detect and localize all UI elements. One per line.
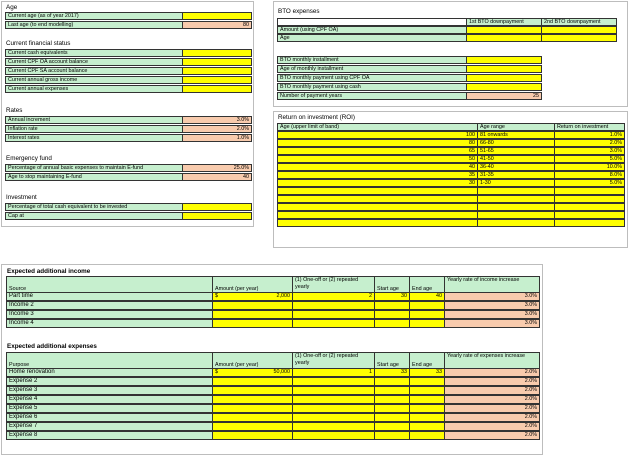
roi-panel [273,111,628,248]
roi-return[interactable]: 3.0% [554,147,625,155]
rate-input[interactable]: 2.0% [444,395,540,404]
roi-age-limit[interactable]: 30 [277,179,478,187]
row-name: Expense 2 [6,377,213,386]
rate-input[interactable]: 3.0% [444,292,540,301]
field-label: Current cash equivalents [5,49,183,57]
roi-return[interactable]: 5.0% [554,155,625,163]
row-name: Expense 4 [6,395,213,404]
roi-title: Return on investment (ROI) [278,114,355,121]
rate-header: Yearly rate of expenses increase [444,352,540,369]
row-name: Income 3 [6,310,213,319]
rate-input[interactable]: 2.0% [444,386,540,395]
age-label: Last age (to end modelling) [5,21,183,29]
rates-title: Rates [6,107,23,114]
start-age-input[interactable] [374,422,410,431]
roi-return[interactable] [554,211,625,219]
frequency-input[interactable] [292,431,375,440]
rate-input[interactable]: 2.0% [444,368,540,377]
frequency-input[interactable] [292,422,375,431]
roi-return[interactable]: 5.0% [554,179,625,187]
start-age-input[interactable]: 33 [374,368,410,377]
frequency-input[interactable] [292,310,375,319]
frequency-input[interactable]: 1 [292,368,375,377]
emergency-fund-title: Emergency fund [6,155,52,162]
row-name: Expense 8 [6,431,213,440]
roi-age-range[interactable] [477,195,555,203]
start-age-input[interactable] [374,431,410,440]
rate-input[interactable]: 2.0% [444,404,540,413]
bto-dp-label: Amount (using CPF OA) [277,26,467,34]
amount-currency[interactable] [212,310,230,319]
amount-input[interactable] [229,413,293,422]
bto-installment-label: Age of monthly installment [277,65,467,73]
end-age-input[interactable] [409,310,445,319]
bto-installment-label: BTO monthly installment [277,56,467,64]
frequency-input[interactable] [292,404,375,413]
roi-return[interactable]: 1.0% [554,131,625,139]
frequency-input[interactable] [292,377,375,386]
row-name: Expense 3 [6,386,213,395]
start-age-input[interactable] [374,319,410,328]
field-input[interactable] [182,76,252,84]
bto-installment-input[interactable] [466,56,542,64]
field-label: Current annual expenses [5,85,183,93]
bto-installment-label: BTO monthly payment using cash [277,83,467,91]
investment-title: Investment [6,194,37,201]
end-age-input[interactable] [409,301,445,310]
bto-installment-label: Number of payment years [277,92,467,100]
roi-age-limit[interactable]: 100 [277,131,478,139]
frequency-input[interactable] [292,395,375,404]
end-age-input[interactable] [409,404,445,413]
rate-header: Yearly rate of income increase [444,276,540,293]
rate-input[interactable]: 2.0% [444,422,540,431]
amount-currency[interactable] [212,377,230,386]
roi-age-limit[interactable]: 50 [277,155,478,163]
start-age-header: Start age [374,352,410,369]
roi-age-range[interactable] [477,219,555,227]
age-input[interactable]: 80 [182,21,252,29]
field-label: Current CPF OA account balance [5,58,183,66]
roi-age-range[interactable] [477,203,555,211]
field-input[interactable]: 25.0% [182,164,252,172]
roi-return[interactable]: 10.0% [554,163,625,171]
start-age-input[interactable]: 30 [374,292,410,301]
roi-header: Age range [477,123,555,131]
roi-age-range[interactable]: 81 onwards [477,131,555,139]
amount-input[interactable] [229,395,293,404]
field-label: Interest rates [5,134,183,142]
bto-dp-input[interactable] [466,26,542,34]
field-input[interactable] [182,49,252,57]
amount-header: Amount (per year) [212,276,293,293]
end-age-input[interactable] [409,395,445,404]
roi-age-range[interactable]: 66-80 [477,139,555,147]
bto-dp-input[interactable] [541,26,617,34]
rate-input[interactable]: 2.0% [444,413,540,422]
personal-inputs-panel [1,1,254,227]
roi-age-limit[interactable] [277,187,478,195]
roi-age-limit[interactable] [277,203,478,211]
start-age-input[interactable] [374,377,410,386]
bto-installment-input[interactable]: 25 [466,92,542,100]
bto-col-1st: 1st BTO downpayment [466,18,542,26]
end-age-input[interactable] [409,431,445,440]
row-name: Expense 7 [6,422,213,431]
roi-age-range[interactable]: 31-35 [477,171,555,179]
rate-input[interactable]: 2.0% [444,431,540,440]
field-label: Percentage of total cash equivalent to be invested [5,203,183,211]
field-input[interactable] [182,67,252,75]
field-input[interactable]: 3.0% [182,116,252,124]
amount-input[interactable] [229,377,293,386]
end-age-input[interactable] [409,377,445,386]
field-input[interactable]: 2.0% [182,125,252,133]
end-age-input[interactable] [409,422,445,431]
bto-dp-input[interactable] [466,34,542,42]
amount-input[interactable]: 2,000 [229,292,293,301]
amount-input[interactable] [229,386,293,395]
source-header: Source [6,276,213,293]
rate-input[interactable]: 3.0% [444,301,540,310]
bto-dp-label: Age [277,34,467,42]
start-age-input[interactable] [374,310,410,319]
end-age-header: End age [409,276,445,293]
amount-currency[interactable] [212,422,230,431]
roi-return[interactable]: 8.0% [554,171,625,179]
bto-dp-input[interactable] [541,34,617,42]
bto-installment-label: BTO monthly payment using CPF OA [277,74,467,82]
roi-age-range[interactable]: 1-30 [477,179,555,187]
roi-header: Age (upper limit of band) [277,123,478,131]
roi-age-range[interactable]: 41-50 [477,155,555,163]
field-label: Cap at [5,212,183,220]
amount-input[interactable] [229,404,293,413]
end-age-input[interactable] [409,319,445,328]
roi-age-limit[interactable]: 35 [277,171,478,179]
bto-title: BTO expenses [278,8,320,15]
end-age-input[interactable]: 40 [409,292,445,301]
income-expenses-panel [1,264,543,455]
field-input[interactable]: 1.0% [182,134,252,142]
start-age-input[interactable] [374,404,410,413]
start-age-input[interactable] [374,301,410,310]
row-name: Income 2 [6,301,213,310]
roi-return[interactable]: 2.0% [554,139,625,147]
amount-input[interactable] [229,422,293,431]
field-input[interactable] [182,58,252,66]
amount-currency[interactable] [212,301,230,310]
amount-input[interactable] [229,310,293,319]
roi-age-limit[interactable]: 40 [277,163,478,171]
amount-currency[interactable] [212,431,230,440]
field-input[interactable] [182,203,252,211]
frequency-input[interactable] [292,319,375,328]
field-label: Inflation rate [5,125,183,133]
start-age-input[interactable] [374,395,410,404]
income-title: Expected additional income [7,268,91,275]
financial-status-title: Current financial status [6,40,71,47]
roi-header: Return on investment [554,123,625,131]
bto-installment-input[interactable] [466,65,542,73]
age-input[interactable] [182,12,252,20]
roi-age-limit[interactable]: 65 [277,147,478,155]
roi-return[interactable] [554,195,625,203]
bto-installment-input[interactable] [466,83,542,91]
frequency-input[interactable]: 2 [292,292,375,301]
end-age-input[interactable]: 33 [409,368,445,377]
frequency-header: (1) One-off or (2) repeated yearly [292,352,375,369]
field-label: Current annual gross income [5,76,183,84]
amount-currency[interactable]: $ [212,292,230,301]
end-age-input[interactable] [409,386,445,395]
amount-header: Amount (per year) [212,352,293,369]
start-age-header: Start age [374,276,410,293]
bto-col-2nd: 2nd BTO downpayment [541,18,617,26]
field-input[interactable] [182,85,252,93]
frequency-input[interactable] [292,386,375,395]
field-label: Current CPF SA account balance [5,67,183,75]
row-name: Expense 6 [6,413,213,422]
expenses-title: Expected additional expenses [7,343,97,350]
end-age-input[interactable] [409,413,445,422]
amount-currency[interactable] [212,395,230,404]
field-label: Age to stop maintaining E-fund [5,173,183,181]
frequency-input[interactable] [292,301,375,310]
start-age-input[interactable] [374,386,410,395]
field-input[interactable] [182,212,252,220]
rate-input[interactable]: 3.0% [444,310,540,319]
bto-panel [273,1,628,107]
amount-currency[interactable] [212,404,230,413]
rate-input[interactable]: 2.0% [444,377,540,386]
frequency-input[interactable] [292,413,375,422]
roi-age-range[interactable] [477,211,555,219]
amount-currency[interactable] [212,413,230,422]
roi-age-range[interactable] [477,187,555,195]
row-name: Income 4 [6,319,213,328]
bto-installment-input[interactable] [466,74,542,82]
start-age-input[interactable] [374,413,410,422]
roi-return[interactable] [554,187,625,195]
roi-return[interactable] [554,203,625,211]
amount-input[interactable] [229,431,293,440]
age-section-title: Age [6,4,18,11]
bto-header-blank [277,18,467,26]
end-age-header: End age [409,352,445,369]
roi-age-limit[interactable]: 80 [277,139,478,147]
rate-input[interactable]: 3.0% [444,319,540,328]
amount-currency[interactable] [212,386,230,395]
amount-currency[interactable]: $ [212,368,230,377]
source-header: Purpose [6,352,213,369]
amount-input[interactable] [229,319,293,328]
roi-age-limit[interactable] [277,195,478,203]
roi-age-limit[interactable] [277,211,478,219]
roi-return[interactable] [554,219,625,227]
row-name: Home renovation [6,368,213,377]
roi-age-limit[interactable] [277,219,478,227]
amount-input[interactable]: 50,000 [229,368,293,377]
row-name: Part time [6,292,213,301]
row-name: Expense 5 [6,404,213,413]
roi-age-range[interactable]: 51-65 [477,147,555,155]
frequency-header: (1) One-off or (2) repeated yearly [292,276,375,293]
roi-age-range[interactable]: 36-40 [477,163,555,171]
age-label: Current age (as of year 2017) [5,12,183,20]
amount-currency[interactable] [212,319,230,328]
field-label: Annual increment [5,116,183,124]
field-label: Percentage of annual basic expenses to maintain E-fund [5,164,183,172]
field-input[interactable]: 40 [182,173,252,181]
amount-input[interactable] [229,301,293,310]
